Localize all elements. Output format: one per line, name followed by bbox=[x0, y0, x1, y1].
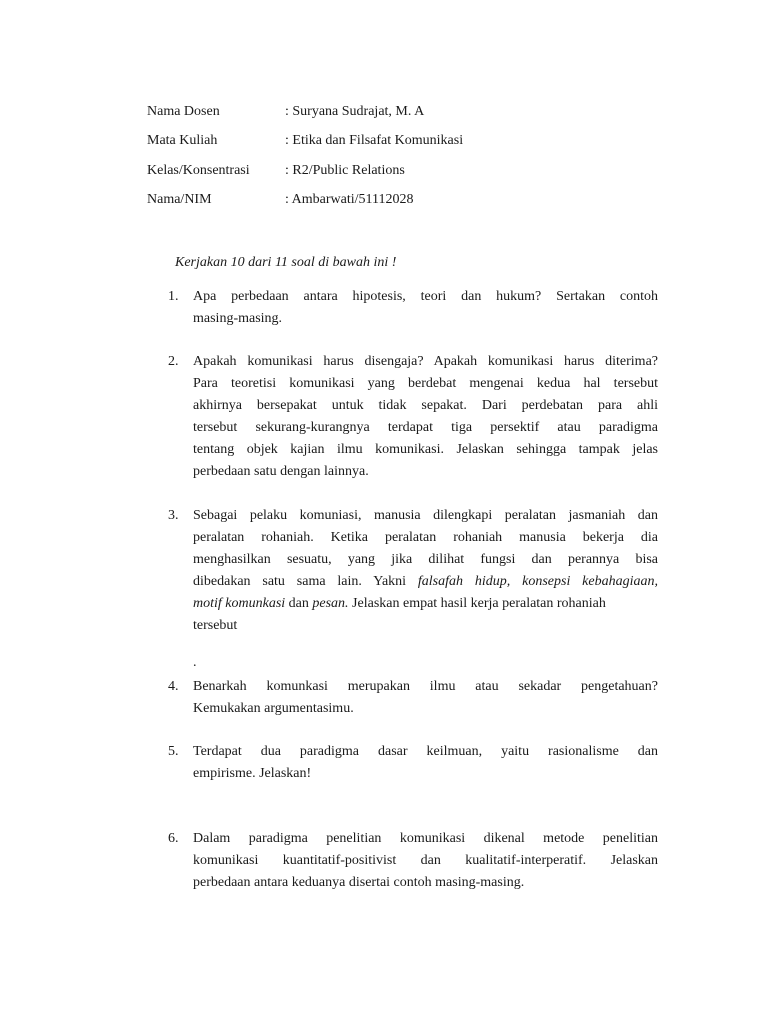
question-line: Apa perbedaan antara hipotesis, teori dan hukum? Sertakan contoh bbox=[193, 289, 658, 304]
question-line: tersebut sekurang-kurangnya terdapat tiga persektif atau paradigma bbox=[193, 420, 658, 435]
header-label: Kelas/Konsentrasi bbox=[147, 162, 250, 178]
instruction-text: Kerjakan 10 dari 11 soal di bawah ini ! bbox=[175, 255, 397, 270]
header-value: : R2/Public Relations bbox=[285, 162, 405, 178]
question-line bbox=[193, 571, 658, 593]
question-text-italic: falsafah hidup, konsepsi kebahagiaan, bbox=[417, 574, 658, 589]
question-line: komunikasi kuantitatif-positivist dan kualitatif-interperatif. Jelaskan bbox=[193, 853, 658, 868]
question-line: Dalam paradigma penelitian komunikasi dikenal metode penelitian bbox=[193, 831, 658, 846]
header-row-kelas bbox=[147, 160, 667, 189]
question-line: Apakah komunikasi harus disengaja? Apakah komunikasi harus diterima? bbox=[193, 354, 658, 369]
question-line: akhirnya bersepakat untuk tidak sepakat. Dari perdebatan para ahli bbox=[193, 398, 658, 413]
question-5 bbox=[168, 741, 658, 785]
header-value: : Etika dan Filsafat Komunikasi bbox=[285, 133, 464, 149]
question-number: 3. bbox=[168, 508, 179, 523]
question-line: Para teoretisi komunikasi yang berdebat mengenai kedua hal tersebut bbox=[193, 376, 658, 391]
header-label: Nama/NIM bbox=[147, 191, 212, 207]
question-line: masing-masing. bbox=[193, 311, 283, 326]
question-line: peralatan rohaniah. Ketika peralatan rohaniah manusia bekerja dia bbox=[193, 530, 658, 545]
question-line: Sebagai pelaku komuniasi, manusia dilengkapi peralatan jasmaniah dan bbox=[193, 508, 658, 523]
stray-period: . bbox=[193, 655, 197, 670]
question-text-italic: motif komunkasi bbox=[193, 596, 286, 611]
header-label: Mata Kuliah bbox=[147, 133, 218, 149]
question-number: 6. bbox=[168, 831, 179, 846]
question-4 bbox=[168, 676, 658, 720]
question-1 bbox=[168, 286, 658, 330]
question-line: menghasilkan sesuatu, yang jika dilihat fungsi dan perannya bisa bbox=[193, 552, 658, 567]
question-line bbox=[193, 593, 658, 615]
question-number: 1. bbox=[168, 289, 179, 304]
header-value: : Suryana Sudrajat, M. A bbox=[285, 104, 425, 119]
question-text bbox=[193, 741, 658, 785]
question-text-plain: dan bbox=[285, 596, 313, 611]
question-line: perbedaan satu dengan lainnya. bbox=[193, 464, 369, 479]
header-label: Nama Dosen bbox=[147, 104, 220, 119]
question-2 bbox=[168, 351, 658, 483]
header-info bbox=[147, 101, 667, 218]
question-line: perbedaan antara keduanya disertai contoh masing-masing. bbox=[193, 875, 525, 890]
question-text bbox=[193, 676, 658, 720]
question-line: Terdapat dua paradigma dasar keilmuan, yaitu rasionalisme dan bbox=[193, 744, 658, 759]
question-text bbox=[193, 351, 658, 483]
question-text-plain: Jelaskan empat hasil kerja peralatan rohaniah bbox=[348, 596, 606, 611]
header-row-mata-kuliah bbox=[147, 130, 667, 159]
question-number: 4. bbox=[168, 679, 179, 694]
question-text bbox=[193, 505, 658, 637]
question-6 bbox=[168, 828, 658, 894]
header-row-nim bbox=[147, 189, 667, 218]
question-line: tersebut bbox=[193, 618, 238, 633]
question-number: 2. bbox=[168, 354, 179, 369]
question-line: Kemukakan argumentasimu. bbox=[193, 701, 354, 716]
header-row-dosen bbox=[147, 101, 667, 130]
question-text-italic: pesan. bbox=[312, 596, 349, 611]
question-line: empirisme. Jelaskan! bbox=[193, 766, 312, 781]
question-text bbox=[193, 828, 658, 894]
question-3 bbox=[168, 505, 658, 637]
question-number: 5. bbox=[168, 744, 179, 759]
question-text-plain: dibedakan satu sama lain. Yakni bbox=[193, 574, 418, 589]
question-line: tentang objek kajian ilmu komunikasi. Jelaskan sehingga tampak jelas bbox=[193, 442, 658, 457]
header-value: : Ambarwati/51112028 bbox=[285, 191, 414, 207]
question-text bbox=[193, 286, 658, 330]
question-line: Benarkah komunkasi merupakan ilmu atau sekadar pengetahuan? bbox=[193, 679, 658, 694]
